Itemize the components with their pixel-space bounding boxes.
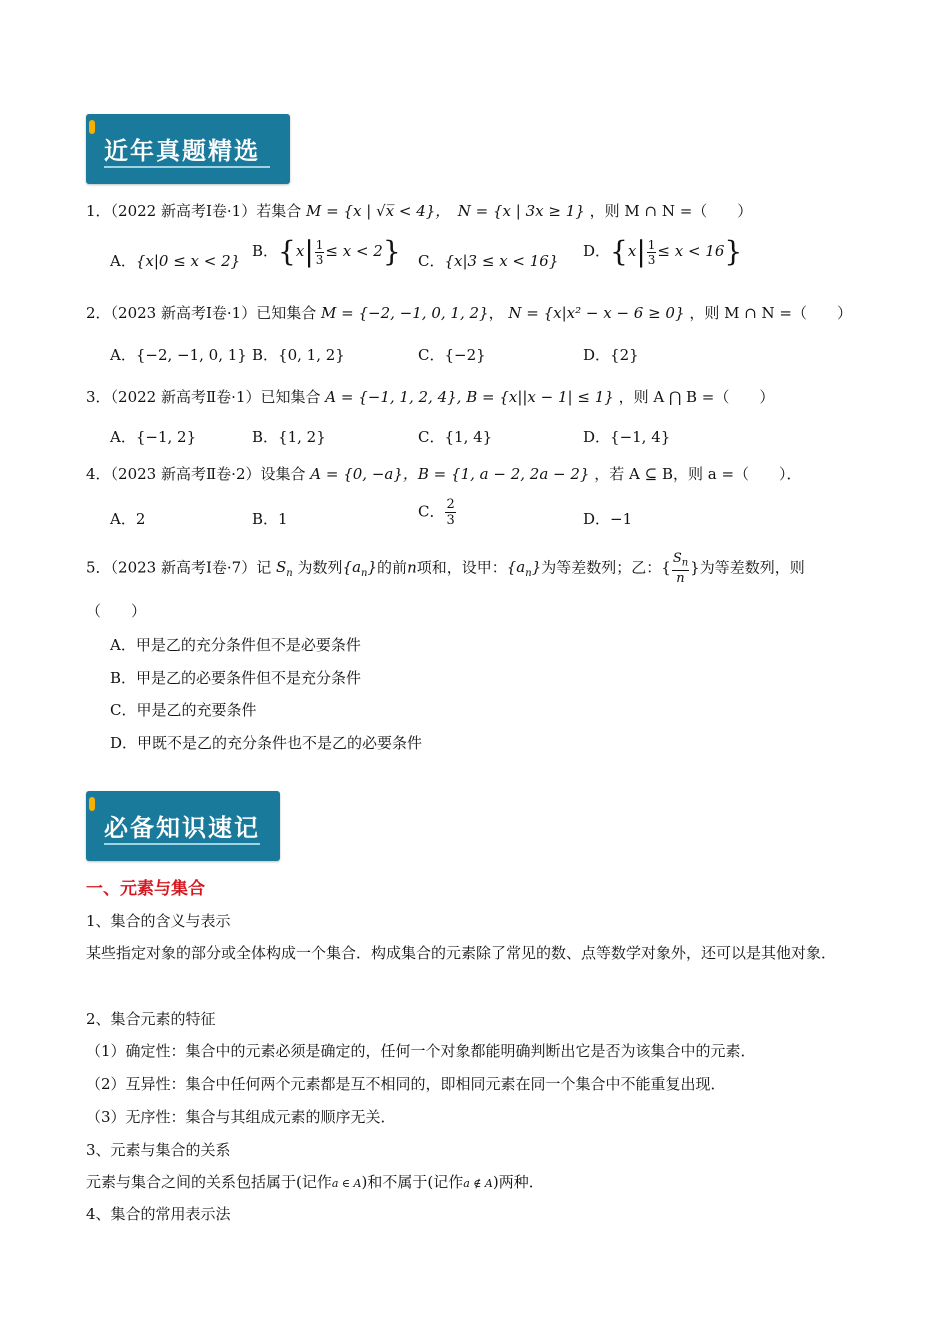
var-sn: $S_n$ <box>276 558 293 580</box>
banner-accent <box>89 120 95 134</box>
subheading-4: 4、集合的常用表示法 <box>86 1205 231 1223</box>
q5-mid: 为数列 <box>297 558 343 577</box>
brace-open: { <box>278 235 296 268</box>
fraction-1-3: $\frac{1}{3}$ <box>315 237 324 267</box>
banner-accent <box>89 797 95 811</box>
var-n: n <box>407 558 417 577</box>
paragraph-membership <box>86 1171 544 1192</box>
question-5: 5．（2023 新高考Ⅰ卷·7）记 $S_n$ 为数列$\{a_n\}$的前n项和，设甲：$\{a_n\}$为等差数列；乙：{ $\frac{S_n}{n}$ }为等差数列，则 <box>86 551 805 586</box>
subheading-3: 3、元素与集合的关系 <box>86 1141 231 1159</box>
q4-tail: ，若 A ⊆ B，则 a =（ ）． <box>594 465 802 483</box>
q3-sets: A = {−1, 1, 2, 4}, B = {x||x − 1| ≤ 1} <box>325 388 614 406</box>
q4-option-c[interactable] <box>418 498 457 527</box>
q3-option-a[interactable]: A．{−1, 2} <box>110 428 197 446</box>
feature-unordered: （3）无序性：集合与其组成元素的顺序无关． <box>86 1108 396 1126</box>
section-banner-past-exams <box>86 114 290 184</box>
brace-open: { <box>610 235 628 268</box>
fraction-sn-n: $\frac{S_n}{n}$ <box>672 551 689 586</box>
math-in: a ∈ A <box>331 1177 362 1190</box>
q4-option-b[interactable]: B．1 <box>252 510 288 528</box>
option-value: {x|0 ≤ x < 2} <box>135 252 241 270</box>
section-heading-elements-and-sets: 一、元素与集合 <box>86 879 205 899</box>
q4-option-a[interactable]: A．2 <box>110 510 146 528</box>
brace-close: } <box>724 235 743 268</box>
q3-option-c[interactable]: C．{1, 4} <box>418 428 493 446</box>
subheading-2: 2、集合元素的特征 <box>86 1010 216 1028</box>
brace-close: } <box>382 235 401 268</box>
bar: | <box>304 235 314 268</box>
q2-stem: 2．（2023 新高考Ⅰ卷·1）已知集合 <box>86 304 317 322</box>
q5-mid3: 项和，设甲： <box>416 558 507 577</box>
option-label: D． <box>583 242 611 260</box>
feature-distinctness: （2）互异性：集合中任何两个元素都是互不相同的，即相同元素在同一个集合中不能重复出现． <box>86 1075 726 1093</box>
option-value: ≤ x < 2 <box>325 242 383 260</box>
q1-stem: 1．（2022 新高考Ⅰ卷·1）若集合 <box>86 202 302 220</box>
q2-option-a[interactable]: A．{−2, −1, 0, 1} <box>110 346 247 364</box>
fraction-1-3: $\frac{1}{3}$ <box>647 237 656 267</box>
fraction-2-3: $\frac{2}{3}$ <box>446 497 455 528</box>
text: )两种． <box>492 1173 544 1191</box>
q1-tail: ，则 M ∩ N =（ ） <box>589 202 753 220</box>
q5-option-a[interactable]: A．甲是乙的充分条件但不是必要条件 <box>110 636 361 654</box>
q2-set-n: N = {x|x² − x − 6 ≥ 0} <box>508 304 685 322</box>
q5-option-b[interactable]: B．甲是乙的必要条件但不是充分条件 <box>110 669 362 687</box>
section-title: 近年真题精选 <box>104 137 260 165</box>
option-label: C． <box>418 502 445 521</box>
q3-tail: ，则 A ⋂ B =（ ） <box>618 388 775 406</box>
paragraph-definition: 某些指定对象的部分或全体构成一个集合．构成集合的元素除了常见的数、点等数学对象外，还可以是其他对象． <box>86 944 837 962</box>
math-notin: a ∉ A <box>463 1177 493 1190</box>
q3-stem: 3．（2022 新高考Ⅱ卷·1）已知集合 <box>86 388 321 406</box>
q5-tail: 为等差数列，则 <box>699 558 805 577</box>
q4-stem: 4．（2023 新高考Ⅱ卷·2）设集合 <box>86 465 306 483</box>
q2-option-d[interactable]: D．{2} <box>583 346 639 364</box>
option-value: {x|3 ≤ x < 16} <box>444 252 559 270</box>
option-label: C． <box>418 252 445 270</box>
seq-an-2: $\{a_n\}$ <box>506 558 542 580</box>
bar: | <box>636 235 646 268</box>
text: )和不属于(记作 <box>361 1173 464 1191</box>
subheading-1: 1、集合的含义与表示 <box>86 912 231 930</box>
q5-mid4: 为等差数列；乙： <box>541 558 662 577</box>
q1-set-m: M = {x | √x̅ < 4}， N = {x | 3x ≥ 1} <box>306 202 585 220</box>
q2-set-m: M = {−2, −1, 0, 1, 2} <box>321 304 489 322</box>
q3-option-d[interactable]: D．{−1, 4} <box>583 428 671 446</box>
q5-paren: （ ） <box>86 602 147 620</box>
q1-option-a[interactable] <box>110 250 240 271</box>
seq-an: $\{a_n\}$ <box>342 558 378 580</box>
q1-option-c[interactable] <box>418 250 558 271</box>
question-2: 2．（2023 新高考Ⅰ卷·1）已知集合 M = {−2, −1, 0, 1, 2}， N = {x|x² − x − 6 ≥ 0} ，则 M ∩ N =（ ） <box>86 304 853 322</box>
var-x: x <box>295 242 305 260</box>
banner-underline <box>104 166 270 168</box>
q2-tail: ，则 M ∩ N =（ ） <box>689 304 853 322</box>
section-banner-knowledge <box>86 791 280 861</box>
q5-option-c[interactable]: C．甲是乙的充要条件 <box>110 701 257 719</box>
question-3 <box>86 386 774 407</box>
var-x: x <box>627 242 637 260</box>
q4-sets: A = {0, −a}，B = {1, a − 2, 2a − 2} <box>310 465 590 483</box>
q2-option-b[interactable]: B．{0, 1, 2} <box>252 346 345 364</box>
q1-option-b[interactable] <box>252 235 401 268</box>
q4-option-d[interactable]: D．−1 <box>583 510 633 528</box>
option-label: A． <box>110 252 136 270</box>
q5-mid2: 的前 <box>377 558 408 577</box>
option-label: B． <box>252 242 279 260</box>
q1-option-d[interactable] <box>583 235 743 268</box>
q5-stem: 5．（2023 新高考Ⅰ卷·7）记 <box>86 558 272 577</box>
section-title: 必备知识速记 <box>104 814 260 842</box>
question-4 <box>86 463 802 484</box>
option-value: ≤ x < 16 <box>657 242 725 260</box>
banner-underline <box>104 843 260 845</box>
text: 元素与集合之间的关系包括属于(记作 <box>86 1173 332 1191</box>
feature-determinacy: （1）确定性：集合中的元素必须是确定的，任何一个对象都能明确判断出它是否为该集合中的元素． <box>86 1042 756 1060</box>
q2-option-c[interactable]: C．{−2} <box>418 346 486 364</box>
q3-option-b[interactable]: B．{1, 2} <box>252 428 326 446</box>
question-1 <box>86 200 752 221</box>
q5-option-d[interactable]: D．甲既不是乙的充分条件也不是乙的必要条件 <box>110 734 423 752</box>
